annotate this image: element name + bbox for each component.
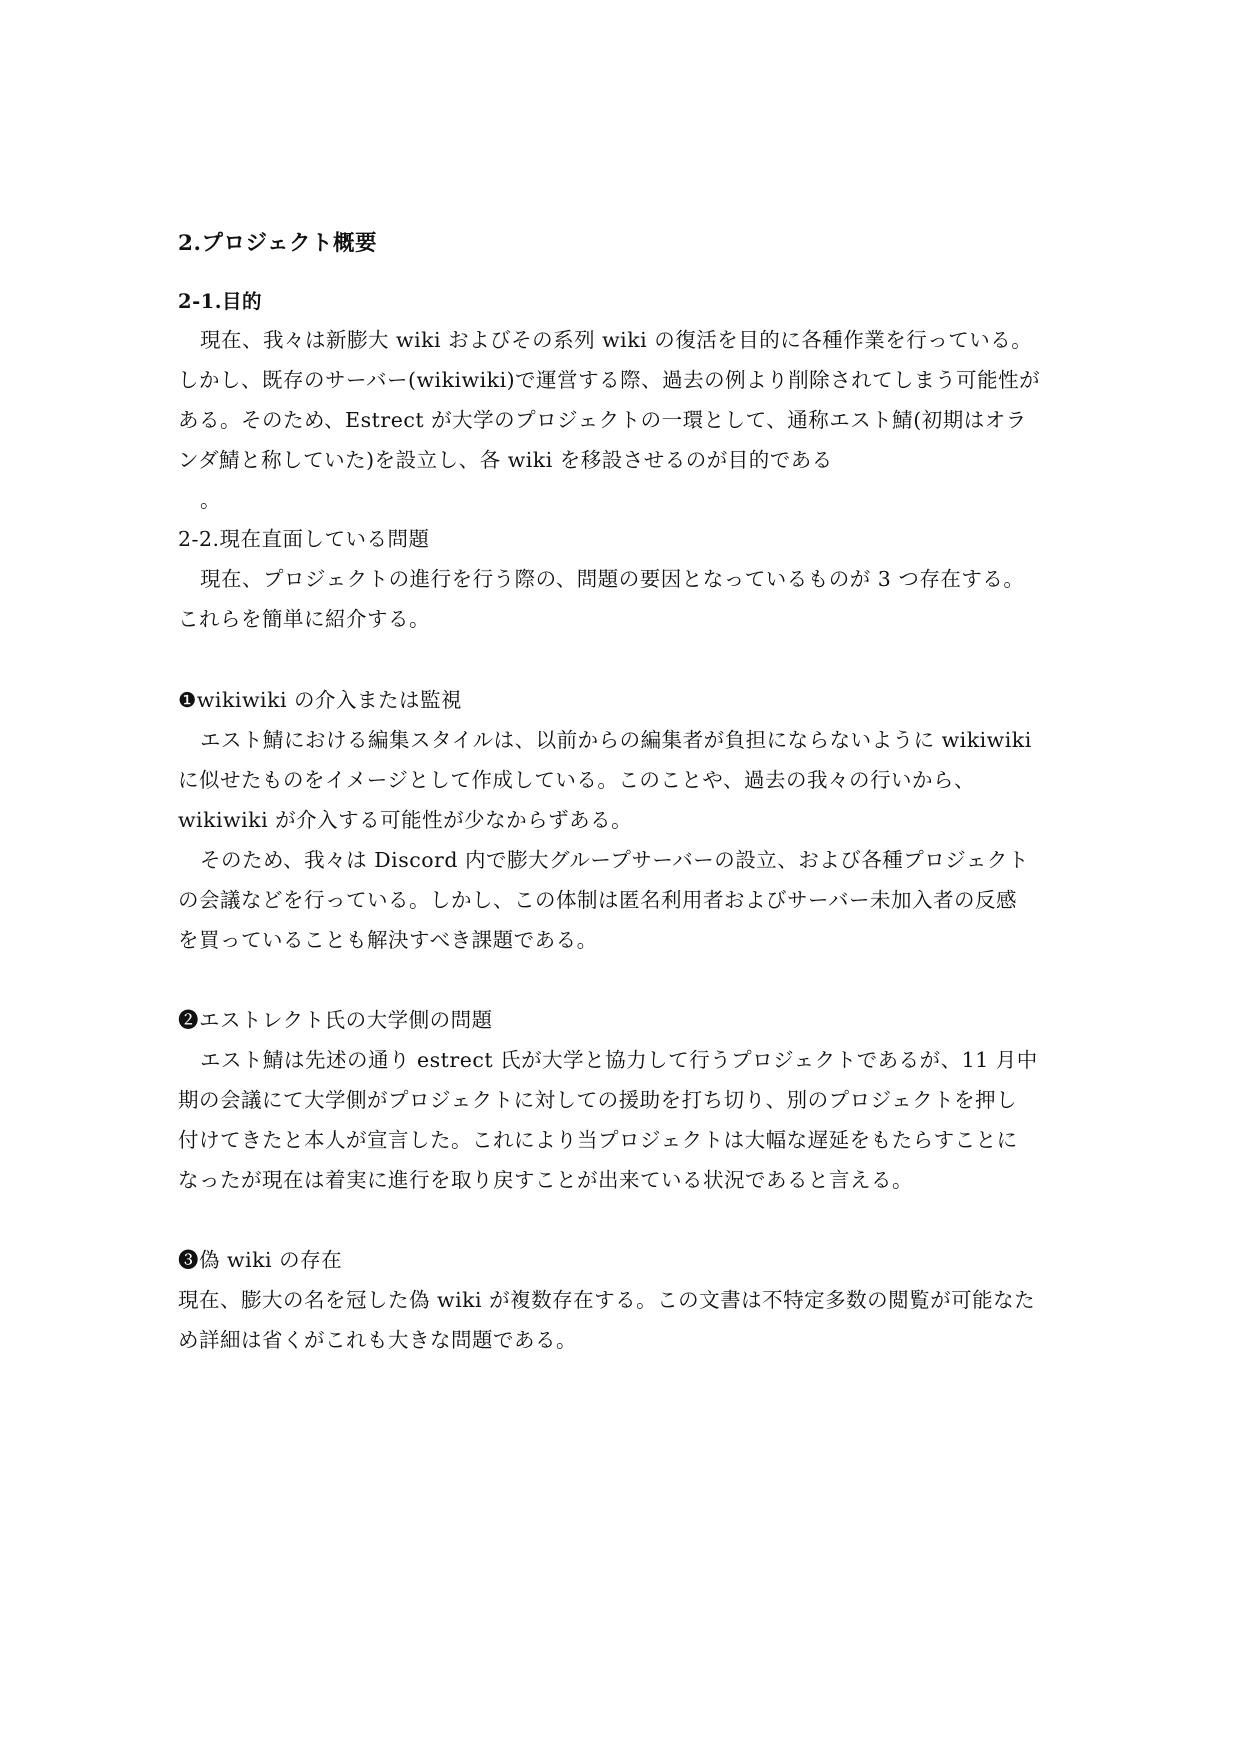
issue-2-title: ❷エストレクト氏の大学側の問題	[178, 1008, 493, 1032]
section-2-1-title: 2-1.目的	[178, 290, 263, 313]
paragraph-line: 現在、我々は新膨大 wiki およびその系列 wiki の復活を目的に各種作業を行っている。	[200, 328, 1033, 352]
paragraph-line: 期の会議にて大学側がプロジェクトに対しての援助を打ち切り、別のプロジェクトを押し	[178, 1088, 1018, 1112]
paragraph-line: め詳細は省くがこれも大きな問題である。	[178, 1328, 577, 1352]
paragraph-line: ある。そのため、Estrect が大学のプロジェクトの一環として、通称エスト鯖(初期はオラ	[178, 408, 1027, 432]
paragraph-line: に似せたものをイメージとして作成している。このことや、過去の我々の行いから、	[178, 768, 975, 792]
paragraph-line: 現在、プロジェクトの進行を行う際の、問題の要因となっているものが 3 つ存在する。	[200, 567, 1025, 591]
paragraph-line: 現在、膨大の名を冠した偽 wiki が複数存在する。この文書は不特定多数の閲覧が可能なた	[178, 1288, 1036, 1312]
section-2-2-title: 2-2.現在直面している問題	[178, 527, 430, 551]
paragraph-line: なったが現在は着実に進行を取り戻すことが出来ている状況であると言える。	[178, 1168, 913, 1192]
paragraph-line: エスト鯖における編集スタイルは、以前からの編集者が負担にならないように wikiwiki	[200, 728, 1032, 752]
issue-1-title: ❶wikiwiki の介入または監視	[178, 688, 463, 712]
issue-3-title: ❸偽 wiki の存在	[178, 1248, 343, 1272]
paragraph-line: ンダ鯖と称していた)を設立し、各 wiki を移設させるのが目的である	[178, 448, 833, 472]
paragraph-line: 。	[200, 488, 221, 512]
page-title: 2.プロジェクト概要	[178, 231, 378, 256]
paragraph-line: これらを簡単に紹介する。	[178, 607, 430, 631]
paragraph-line: エスト鯖は先述の通り estrect 氏が大学と協力して行うプロジェクトであるが、11 月中	[200, 1048, 1038, 1072]
paragraph-line: を買っていることも解決すべき課題である。	[178, 928, 598, 952]
paragraph-line: の会議などを行っている。しかし、この体制は匿名利用者およびサーバー未加入者の反感	[178, 888, 1017, 912]
document-page	[178, 0, 1078, 1755]
paragraph-line: wikiwiki が介入する可能性が少なからずある。	[178, 808, 633, 832]
paragraph-line: そのため、我々は Discord 内で膨大グループサーバーの設立、および各種プロジェクト	[200, 848, 1029, 872]
paragraph-line: 付けてきたと本人が宣言した。これにより当プロジェクトは大幅な遅延をもたらすことに	[178, 1128, 1018, 1152]
paragraph-line: しかし、既存のサーバー(wikiwiki)で運営する際、過去の例より削除されてしまう可能性が	[178, 368, 1041, 392]
